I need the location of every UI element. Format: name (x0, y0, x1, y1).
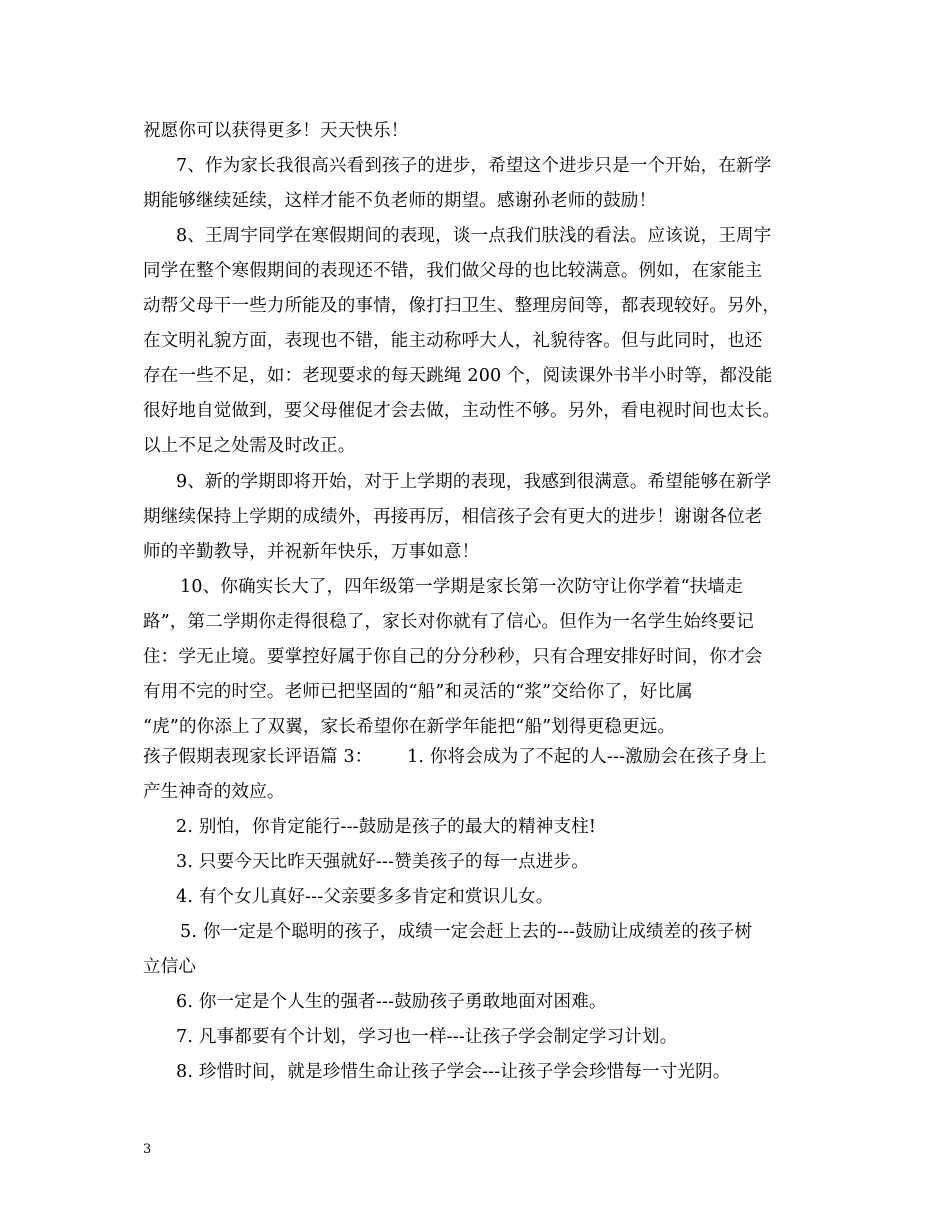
text-line: 路”，第二学期你走得很稳了，家长对你就有了信心。但作为一名学生始终要记 (143, 612, 754, 632)
list-item: 4. 有个女儿真好---父亲要多多肯定和赏识儿女。 (176, 887, 554, 907)
list-item: 5. 你一定是个聪明的孩子，成绩一定会赶上去的---鼓励让成绩差的孩子树 (180, 922, 753, 942)
text-line: 住：学无止境。要掌控好属于你自己的分分秒秒，只有合理安排好时间，你才会 (143, 647, 763, 667)
list-item: 7. 凡事都要有个计划，学习也一样---让孩子学会制定学习计划。 (176, 1027, 678, 1047)
page-number: 3 (143, 1142, 152, 1157)
list-item: 6. 你一定是个人生的强者---鼓励孩子勇敢地面对困难。 (176, 992, 607, 1012)
text-line: 动帮父母干一些力所能及的事情，像打扫卫生、整理房间等，都表现较好。另外， (143, 296, 781, 316)
list-item: 8. 珍惜时间，就是珍惜生命让孩子学会---让孩子学会珍惜每一寸光阴。 (176, 1062, 731, 1082)
text-line: 期继续保持上学期的成绩外，再接再厉，相信孩子会有更大的进步！谢谢各位老 (143, 507, 763, 527)
text-line: 很好地自觉做到，要父母催促才会去做，主动性不够。另外，看电视时间也太长。 (143, 401, 781, 421)
text-line: 立信心 (143, 957, 197, 977)
text-line: 有用不完的时空。老师已把坚固的“船”和灵活的“浆”交给你了，好比属 (143, 682, 693, 702)
text-line: 9、新的学期即将开始，对于上学期的表现，我感到很满意。希望能够在新学 (176, 472, 772, 492)
text-line: 以上不足之处需及时改正。 (143, 436, 356, 456)
text-line: 产生神奇的效应。 (143, 782, 285, 802)
text-line: 8、王周宇同学在寒假期间的表现，谈一点我们肤浅的看法。应该说，王周宇 (176, 226, 772, 246)
list-item: 3. 只要今天比昨天强就好---赞美孩子的每一点进步。 (176, 852, 589, 872)
list-item: 2. 别怕，你肯定能行---鼓励是孩子的最大的精神支柱! (176, 817, 597, 837)
text-line: 在文明礼貌方面，表现也不错，能主动称呼大人，礼貌待客。但与此同时，也还 (143, 331, 763, 351)
text-line: 师的辛勤教导，并祝新年快乐，万事如意！ (143, 542, 480, 562)
text-line: 同学在整个寒假期间的表现还不错，我们做父母的也比较满意。例如，在家能主 (143, 261, 763, 281)
section-heading-line: 孩子假期表现家长评语篇 3： 1. 你将会成为了不起的人---激励会在孩子身上 (143, 747, 767, 767)
text-line: 7、作为家长我很高兴看到孩子的进步，希望这个进步只是一个开始，在新学 (176, 156, 772, 176)
text-line: 期能够继续延续，这样才能不负老师的期望。感谢孙老师的鼓励！ (143, 191, 657, 211)
text-line: “虎”的你添上了双翼，家长希望你在新学年能把“船”划得更稳更远。 (143, 717, 676, 737)
text-line: 存在一些不足，如：老现要求的每天跳绳 200 个，阅读课外书半小时等，都没能 (143, 366, 773, 386)
text-line: 10、你确实长大了，四年级第一学期是家长第一次防守让你学着“扶墙走 (180, 577, 743, 597)
text-line: 祝愿你可以获得更多！天天快乐！ (143, 121, 409, 141)
